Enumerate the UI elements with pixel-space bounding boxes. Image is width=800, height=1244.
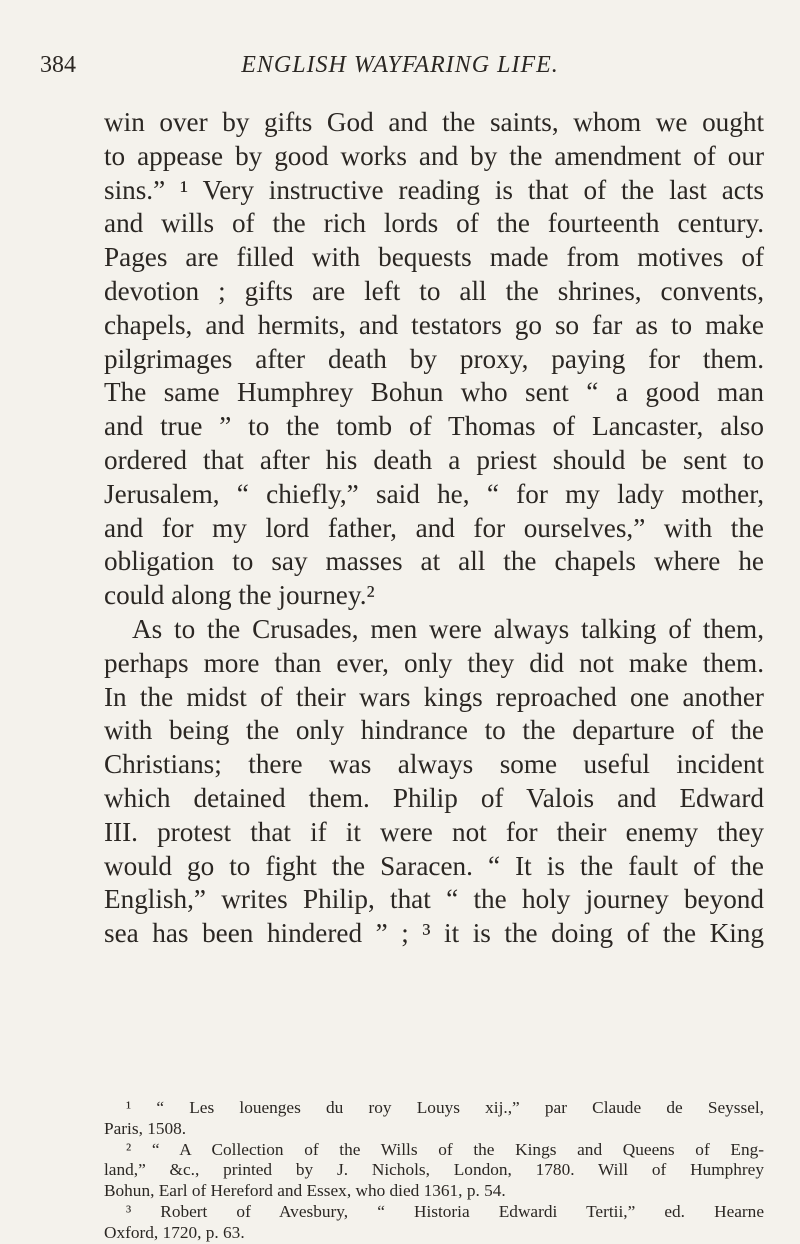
- text-line: win over by gifts God and the saints, whom we ought: [104, 107, 764, 137]
- text-line: could along the journey.²: [104, 580, 375, 611]
- text-line: and true ” to the tomb of Thomas of Lancaster, also: [104, 411, 764, 442]
- page-number: 384: [40, 52, 76, 78]
- footnote-line: ³ Robert of Avesbury, “ Historia Edwardi Tertii,” ed. Hearne: [126, 1201, 764, 1221]
- text-line: obligation to say masses at all the chapels where he: [104, 546, 764, 577]
- text-line: English,” writes Philip, that “ the holy journey beyond: [104, 884, 764, 915]
- text-line: ordered that after his death a priest should be sent to: [104, 444, 764, 475]
- text-line: would go to fight the Saracen. “ It is the fault of the: [104, 850, 764, 881]
- footnote-line: Oxford, 1720, p. 63.: [104, 1222, 245, 1242]
- text-line: pilgrimages after death by proxy, paying for them.: [104, 343, 764, 374]
- text-line: chapels, and hermits, and testators go so far as to make: [104, 309, 764, 340]
- text-line: In the midst of their wars kings reproached one another: [104, 681, 764, 712]
- footnote-line: ¹ “ Les louenges du roy Louys xij.,” par Claude de Seyssel,: [126, 1098, 764, 1117]
- page-header: [0, 52, 800, 92]
- text-line: The same Humphrey Bohun who sent “ a good man: [104, 377, 764, 408]
- footnote-line: Paris, 1508.: [104, 1118, 187, 1138]
- text-line: perhaps more than ever, only they did not make them.: [104, 647, 764, 678]
- text-line: sins.” ¹ Very instructive reading is that of the last acts: [104, 174, 764, 205]
- footnotes: [104, 1098, 764, 1244]
- footnote-line: ² “ A Collection of the Wills of the Kings and Queens of Eng-: [126, 1139, 764, 1159]
- body-text: [104, 106, 764, 951]
- text-line: to appease by good works and by the amendment of our: [104, 140, 764, 171]
- text-line: sea has been hindered ” ; ³ it is the doing of the King: [104, 918, 764, 949]
- footnote-line: Bohun, Earl of Hereford and Essex, who died 1361, p. 54.: [104, 1181, 506, 1201]
- footnote-line: land,” &c., printed by J. Nichols, London, 1780. Will of Humphrey: [104, 1160, 764, 1180]
- text-line: and for my lord father, and for ourselves,” with the: [104, 512, 764, 543]
- text-line: which detained them. Philip of Valois and Edward: [104, 782, 764, 813]
- text-line: Christians; there was always some useful incident: [104, 749, 764, 780]
- text-line: III. protest that if it were not for their enemy they: [104, 816, 764, 847]
- running-title: ENGLISH WAYFARING LIFE.: [241, 52, 559, 78]
- text-line: Jerusalem, “ chiefly,” said he, “ for my lady mother,: [104, 478, 764, 509]
- text-line: devotion ; gifts are left to all the shrines, convents,: [104, 275, 764, 306]
- text-line: and wills of the rich lords of the fourteenth century.: [104, 208, 764, 239]
- text-line: with being the only hindrance to the departure of the: [104, 715, 764, 746]
- text-line: As to the Crusades, men were always talking of them,: [132, 613, 764, 644]
- text-line: Pages are filled with bequests made from motives of: [104, 242, 764, 273]
